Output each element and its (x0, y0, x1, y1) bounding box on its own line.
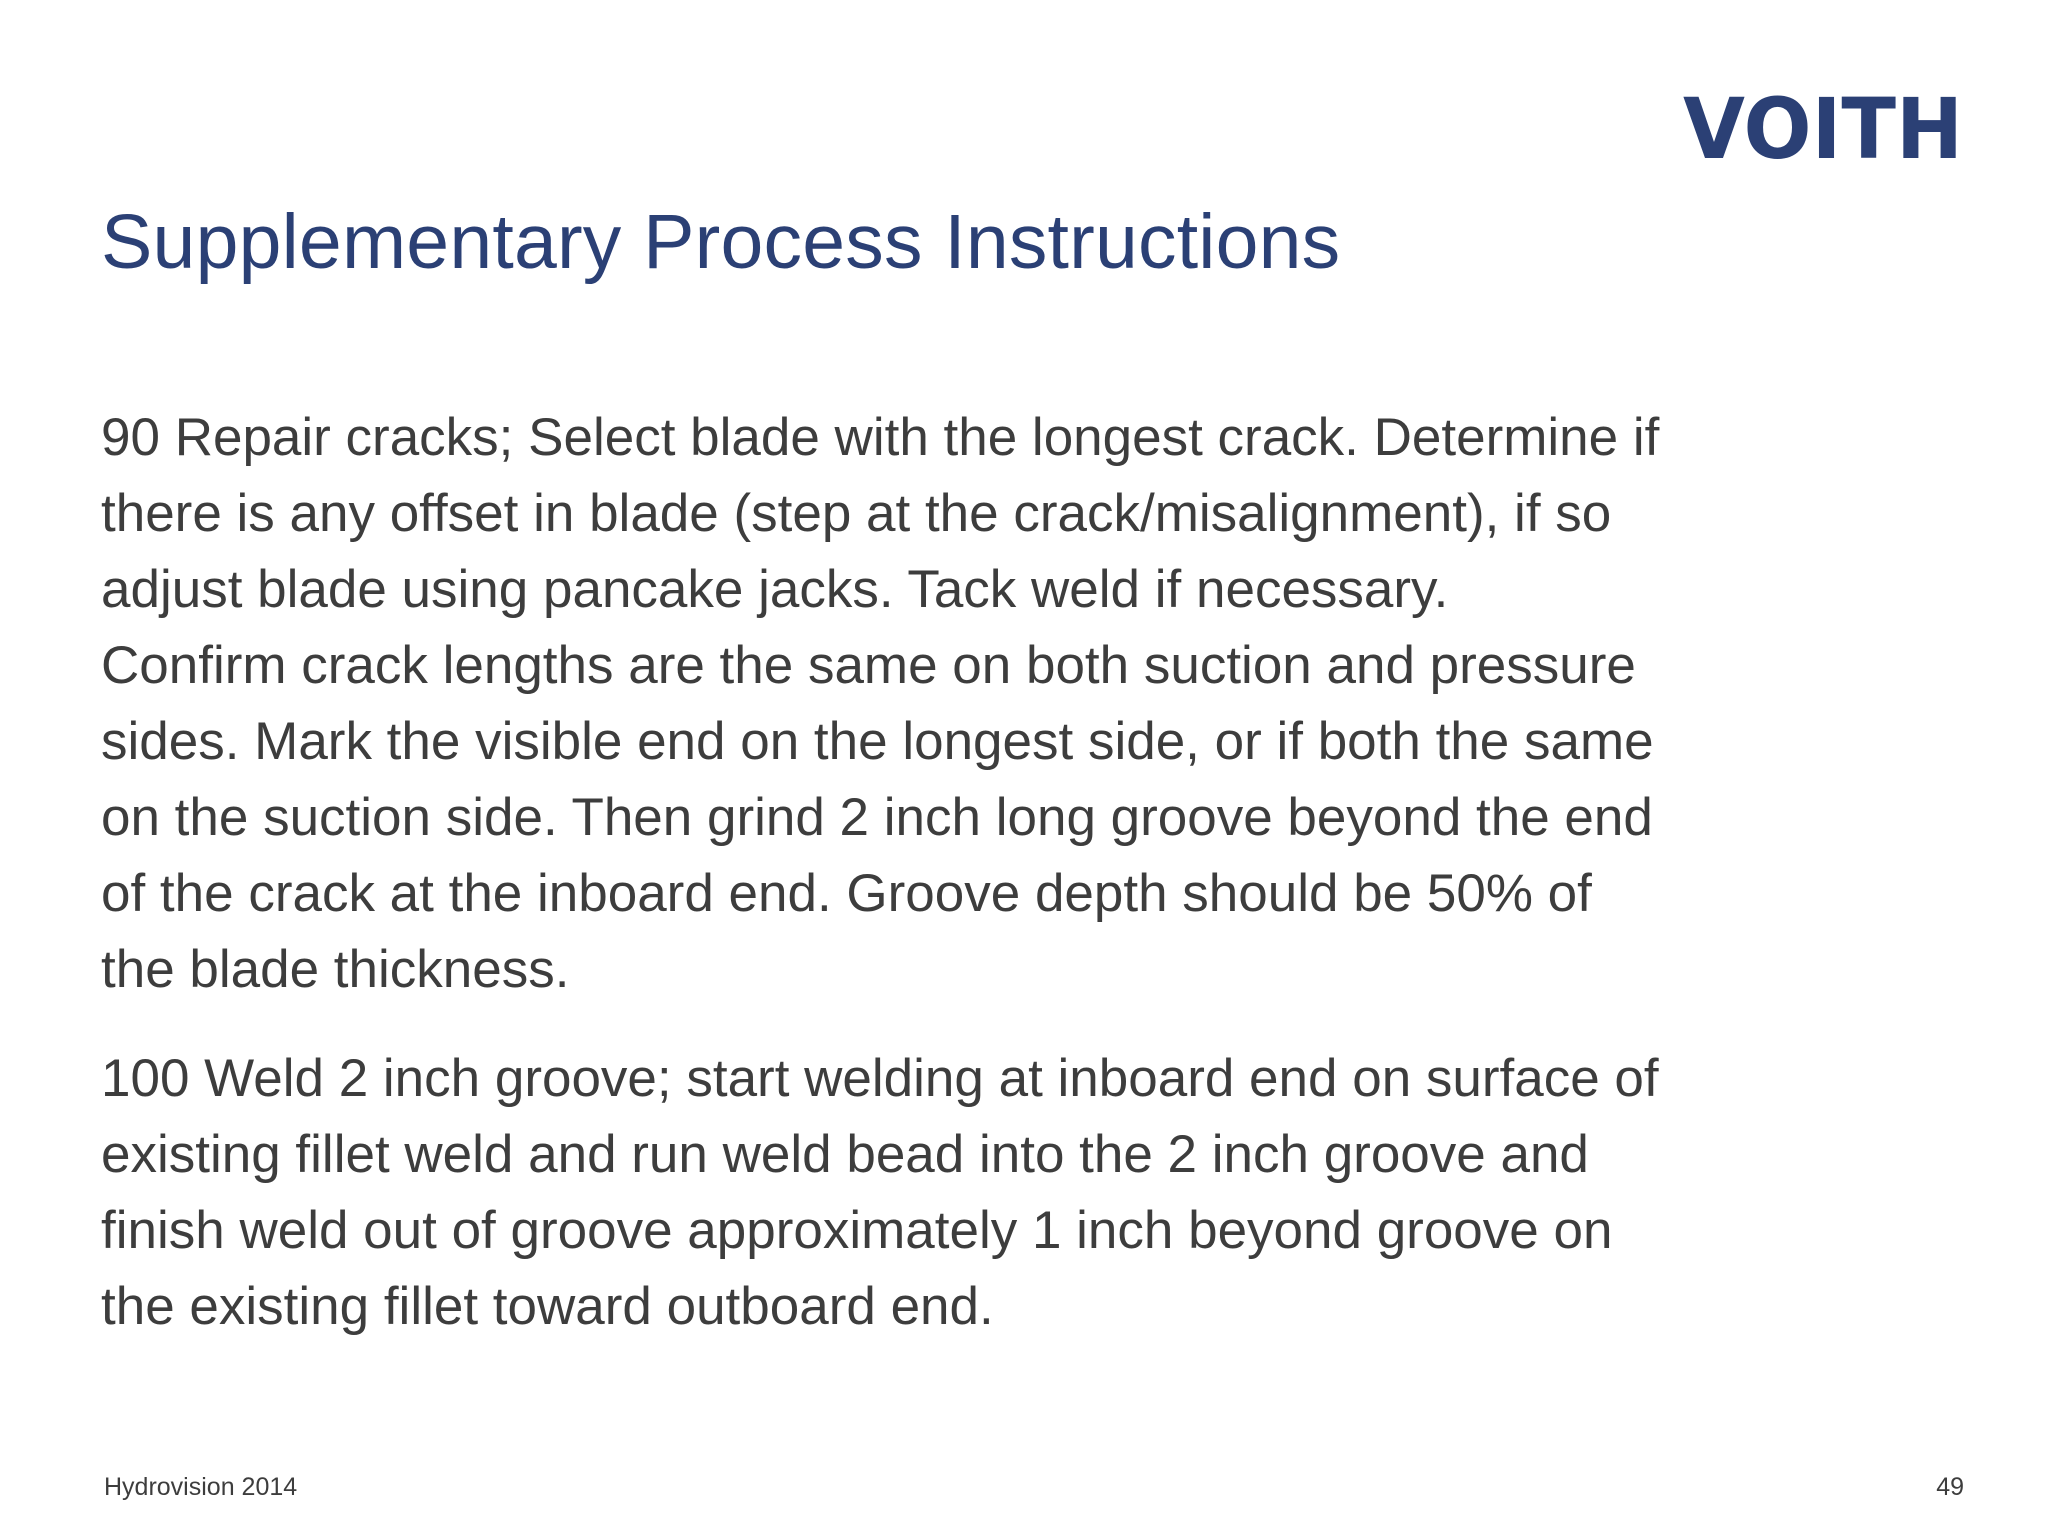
step-line: there is any offset in blade (step at the crack/misalignment), if so (101, 484, 1612, 543)
step-line: existing fillet weld and run weld bead into the 2 inch groove and (101, 1125, 1589, 1184)
voith-logo (1682, 94, 1964, 166)
step-line: the blade thickness. (101, 940, 570, 999)
step-line (101, 400, 1901, 476)
step-line: adjust blade using pancake jacks. Tack weld if necessary. (101, 560, 1449, 619)
process-step (101, 1041, 1901, 1345)
process-steps-list (101, 400, 1901, 1345)
step-line: finish weld out of groove approximately 1 inch beyond groove on (101, 1201, 1613, 1260)
slide-title: Supplementary Process Instructions (101, 199, 1341, 285)
step-line-text: Repair cracks; Select blade with the longest crack. Determine if (174, 408, 1660, 467)
voith-logo-text: VOITH (1683, 94, 1963, 166)
step-line-text: Weld 2 inch groove; start welding at inboard end on surface of (204, 1049, 1659, 1108)
step-line (101, 1041, 1901, 1117)
step-number: 90 (101, 408, 160, 467)
step-number: 100 (101, 1049, 190, 1108)
footer-event-name: Hydrovision 2014 (104, 1473, 298, 1501)
step-line: on the suction side. Then grind 2 inch long groove beyond the end (101, 788, 1653, 847)
step-line: sides. Mark the visible end on the longest side, or if both the same (101, 712, 1654, 771)
step-line: Confirm crack lengths are the same on both suction and pressure (101, 636, 1636, 695)
process-step (101, 400, 1901, 1008)
step-line: the existing fillet toward outboard end. (101, 1277, 994, 1336)
step-line: of the crack at the inboard end. Groove depth should be 50% of (101, 864, 1592, 923)
page-number: 49 (1936, 1473, 1964, 1501)
